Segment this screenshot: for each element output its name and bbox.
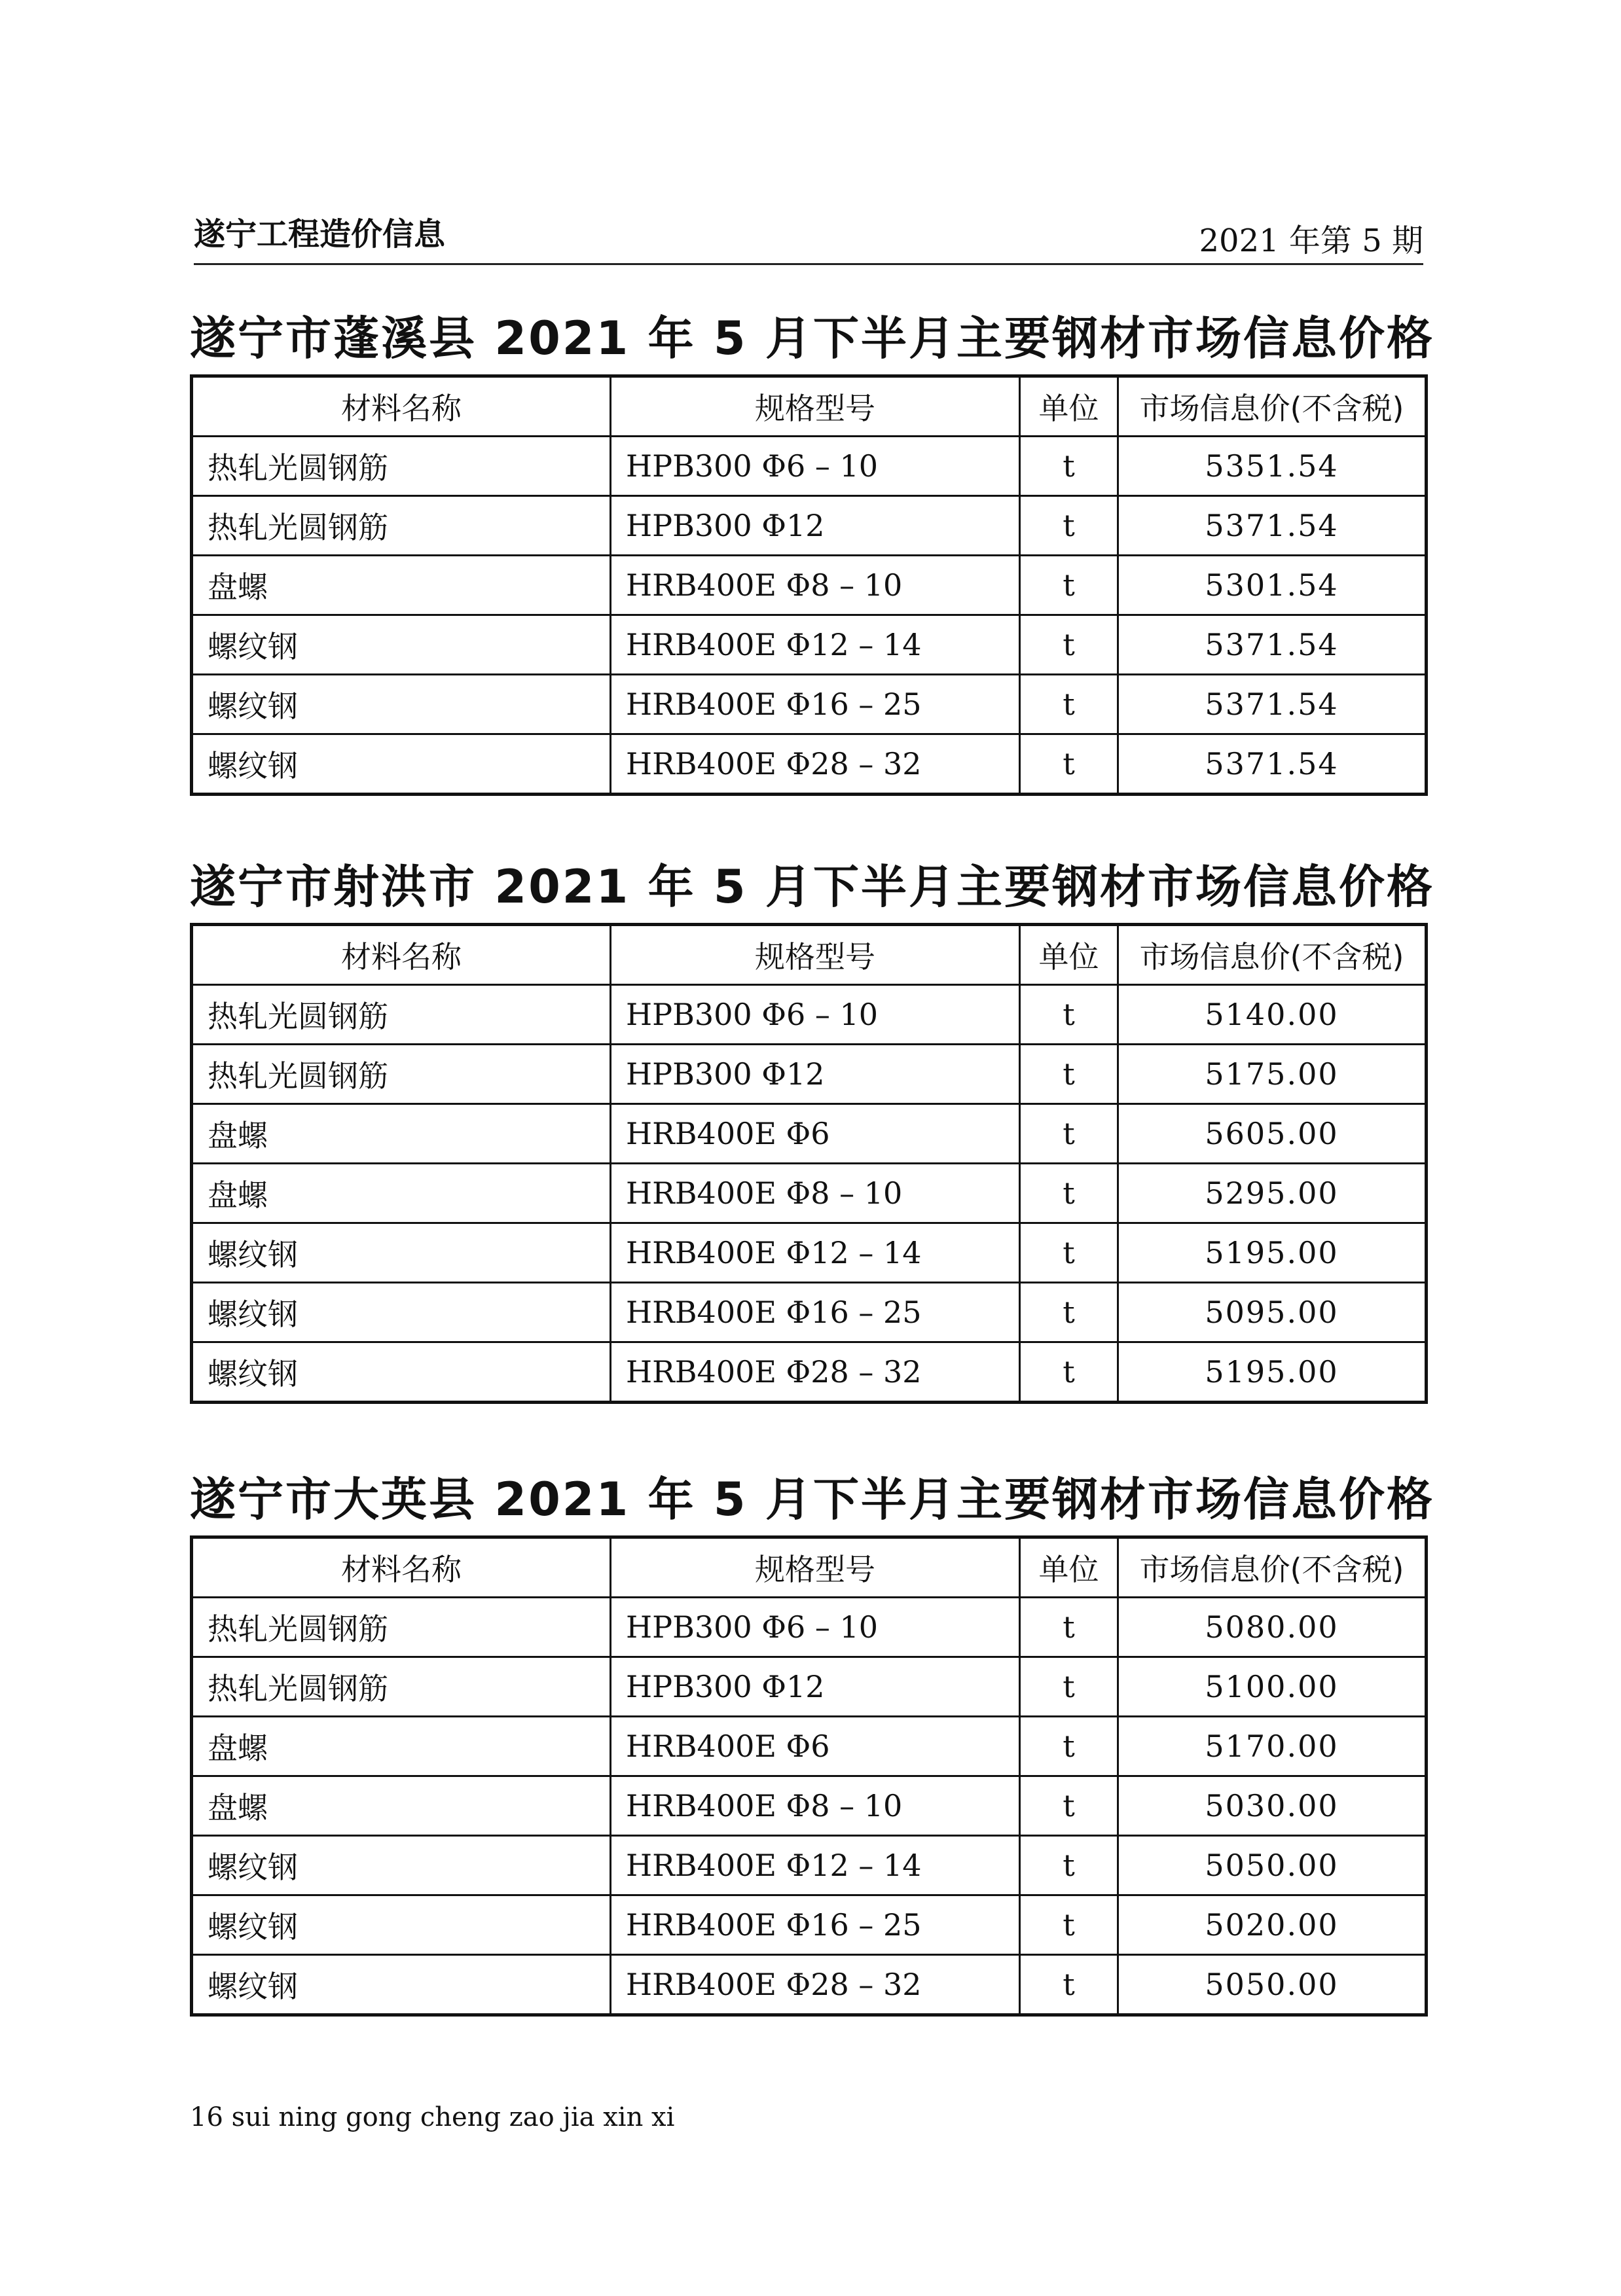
price-section-pengxi	[190, 302, 1435, 796]
column-header-spec: 规格型号	[611, 1537, 1020, 1598]
material-price: 5301.54	[1118, 556, 1427, 615]
material-unit: t	[1020, 1657, 1118, 1717]
material-unit: t	[1020, 1776, 1118, 1836]
publication-title: 遂宁工程造价信息	[194, 216, 446, 253]
material-price: 5371.54	[1118, 734, 1427, 795]
material-spec: HRB400E Φ8 – 10	[611, 556, 1020, 615]
material-spec: HRB400E Φ8 – 10	[611, 1776, 1020, 1836]
column-header-name: 材料名称	[192, 1537, 611, 1598]
table-row	[192, 496, 1427, 556]
table-row	[192, 675, 1427, 734]
material-price: 5030.00	[1118, 1776, 1427, 1836]
material-name: 螺纹钢	[192, 1342, 611, 1403]
table-header-row	[192, 925, 1427, 985]
material-name: 螺纹钢	[192, 1283, 611, 1342]
material-name: 螺纹钢	[192, 1223, 611, 1283]
material-spec: HRB400E Φ16 – 25	[611, 1283, 1020, 1342]
material-spec: HPB300 Φ12	[611, 496, 1020, 556]
issue-label: 2021 年第 5 期	[1199, 223, 1423, 259]
table-row	[192, 1104, 1427, 1164]
material-unit: t	[1020, 985, 1118, 1045]
material-spec: HPB300 Φ6 – 10	[611, 985, 1020, 1045]
material-name: 盘螺	[192, 1717, 611, 1776]
column-header-price: 市场信息价(不含税)	[1118, 376, 1427, 437]
material-unit: t	[1020, 1223, 1118, 1283]
material-unit: t	[1020, 1283, 1118, 1342]
table-row	[192, 1776, 1427, 1836]
column-header-spec: 规格型号	[611, 376, 1020, 437]
price-table	[190, 374, 1428, 796]
material-unit: t	[1020, 1164, 1118, 1223]
material-name: 热轧光圆钢筋	[192, 496, 611, 556]
material-unit: t	[1020, 1717, 1118, 1776]
material-name: 螺纹钢	[192, 675, 611, 734]
page-footer: 16 sui ning gong cheng zao jia xin xi	[190, 2102, 675, 2132]
table-row	[192, 985, 1427, 1045]
material-price: 5371.54	[1118, 675, 1427, 734]
table-row	[192, 1717, 1427, 1776]
material-price: 5050.00	[1118, 1836, 1427, 1895]
material-price: 5020.00	[1118, 1895, 1427, 1955]
material-price: 5080.00	[1118, 1598, 1427, 1657]
material-name: 热轧光圆钢筋	[192, 1045, 611, 1104]
material-unit: t	[1020, 1836, 1118, 1895]
material-name: 螺纹钢	[192, 1955, 611, 2015]
material-spec: HRB400E Φ28 – 32	[611, 734, 1020, 795]
table-header-row	[192, 376, 1427, 437]
material-spec: HRB400E Φ12 – 14	[611, 1223, 1020, 1283]
material-spec: HRB400E Φ6	[611, 1717, 1020, 1776]
column-header-unit: 单位	[1020, 376, 1118, 437]
table-row	[192, 556, 1427, 615]
price-table	[190, 1535, 1428, 2017]
material-price: 5295.00	[1118, 1164, 1427, 1223]
material-spec: HRB400E Φ8 – 10	[611, 1164, 1020, 1223]
table-row	[192, 1283, 1427, 1342]
material-name: 螺纹钢	[192, 734, 611, 795]
material-name: 螺纹钢	[192, 1895, 611, 1955]
material-spec: HRB400E Φ16 – 25	[611, 1895, 1020, 1955]
material-price: 5095.00	[1118, 1283, 1427, 1342]
table-row	[192, 1598, 1427, 1657]
material-name: 热轧光圆钢筋	[192, 1657, 611, 1717]
column-header-price: 市场信息价(不含税)	[1118, 925, 1427, 985]
column-header-unit: 单位	[1020, 925, 1118, 985]
material-name: 盘螺	[192, 556, 611, 615]
table-row	[192, 1895, 1427, 1955]
material-name: 盘螺	[192, 1164, 611, 1223]
price-table	[190, 923, 1428, 1404]
table-row	[192, 1342, 1427, 1403]
material-price: 5605.00	[1118, 1104, 1427, 1164]
material-spec: HPB300 Φ12	[611, 1045, 1020, 1104]
material-price: 5170.00	[1118, 1717, 1427, 1776]
table-row	[192, 1836, 1427, 1895]
material-spec: HRB400E Φ12 – 14	[611, 615, 1020, 675]
material-name: 热轧光圆钢筋	[192, 437, 611, 496]
material-name: 热轧光圆钢筋	[192, 985, 611, 1045]
material-spec: HPB300 Φ12	[611, 1657, 1020, 1717]
material-unit: t	[1020, 1104, 1118, 1164]
material-unit: t	[1020, 1045, 1118, 1104]
price-section-shehong	[190, 851, 1435, 1404]
material-name: 盘螺	[192, 1776, 611, 1836]
material-unit: t	[1020, 556, 1118, 615]
material-name: 热轧光圆钢筋	[192, 1598, 611, 1657]
material-spec: HRB400E Φ6	[611, 1104, 1020, 1164]
material-spec: HPB300 Φ6 – 10	[611, 437, 1020, 496]
material-spec: HRB400E Φ12 – 14	[611, 1836, 1020, 1895]
page-header	[194, 203, 1423, 265]
material-name: 螺纹钢	[192, 615, 611, 675]
column-header-spec: 规格型号	[611, 925, 1020, 985]
table-row	[192, 1164, 1427, 1223]
material-spec: HPB300 Φ6 – 10	[611, 1598, 1020, 1657]
table-row	[192, 1045, 1427, 1104]
material-name: 螺纹钢	[192, 1836, 611, 1895]
material-price: 5100.00	[1118, 1657, 1427, 1717]
material-unit: t	[1020, 496, 1118, 556]
material-unit: t	[1020, 615, 1118, 675]
section-title: 遂宁市蓬溪县 2021 年 5 月下半月主要钢材市场信息价格	[190, 312, 1435, 365]
material-unit: t	[1020, 1342, 1118, 1403]
material-price: 5140.00	[1118, 985, 1427, 1045]
material-spec: HRB400E Φ16 – 25	[611, 675, 1020, 734]
material-name: 盘螺	[192, 1104, 611, 1164]
material-unit: t	[1020, 1895, 1118, 1955]
material-price: 5050.00	[1118, 1955, 1427, 2015]
table-row	[192, 615, 1427, 675]
section-title: 遂宁市大英县 2021 年 5 月下半月主要钢材市场信息价格	[190, 1473, 1435, 1526]
table-row	[192, 1657, 1427, 1717]
table-header-row	[192, 1537, 1427, 1598]
price-section-daying	[190, 1463, 1435, 2017]
table-row	[192, 734, 1427, 795]
material-unit: t	[1020, 1598, 1118, 1657]
column-header-unit: 单位	[1020, 1537, 1118, 1598]
material-price: 5195.00	[1118, 1223, 1427, 1283]
material-price: 5195.00	[1118, 1342, 1427, 1403]
column-header-price: 市场信息价(不含税)	[1118, 1537, 1427, 1598]
column-header-name: 材料名称	[192, 925, 611, 985]
material-unit: t	[1020, 675, 1118, 734]
column-header-name: 材料名称	[192, 376, 611, 437]
material-price: 5371.54	[1118, 496, 1427, 556]
material-spec: HRB400E Φ28 – 32	[611, 1342, 1020, 1403]
material-price: 5175.00	[1118, 1045, 1427, 1104]
table-row	[192, 437, 1427, 496]
material-unit: t	[1020, 734, 1118, 795]
material-price: 5371.54	[1118, 615, 1427, 675]
material-price: 5351.54	[1118, 437, 1427, 496]
material-spec: HRB400E Φ28 – 32	[611, 1955, 1020, 2015]
material-unit: t	[1020, 437, 1118, 496]
section-title: 遂宁市射洪市 2021 年 5 月下半月主要钢材市场信息价格	[190, 860, 1435, 914]
material-unit: t	[1020, 1955, 1118, 2015]
table-row	[192, 1955, 1427, 2015]
table-row	[192, 1223, 1427, 1283]
